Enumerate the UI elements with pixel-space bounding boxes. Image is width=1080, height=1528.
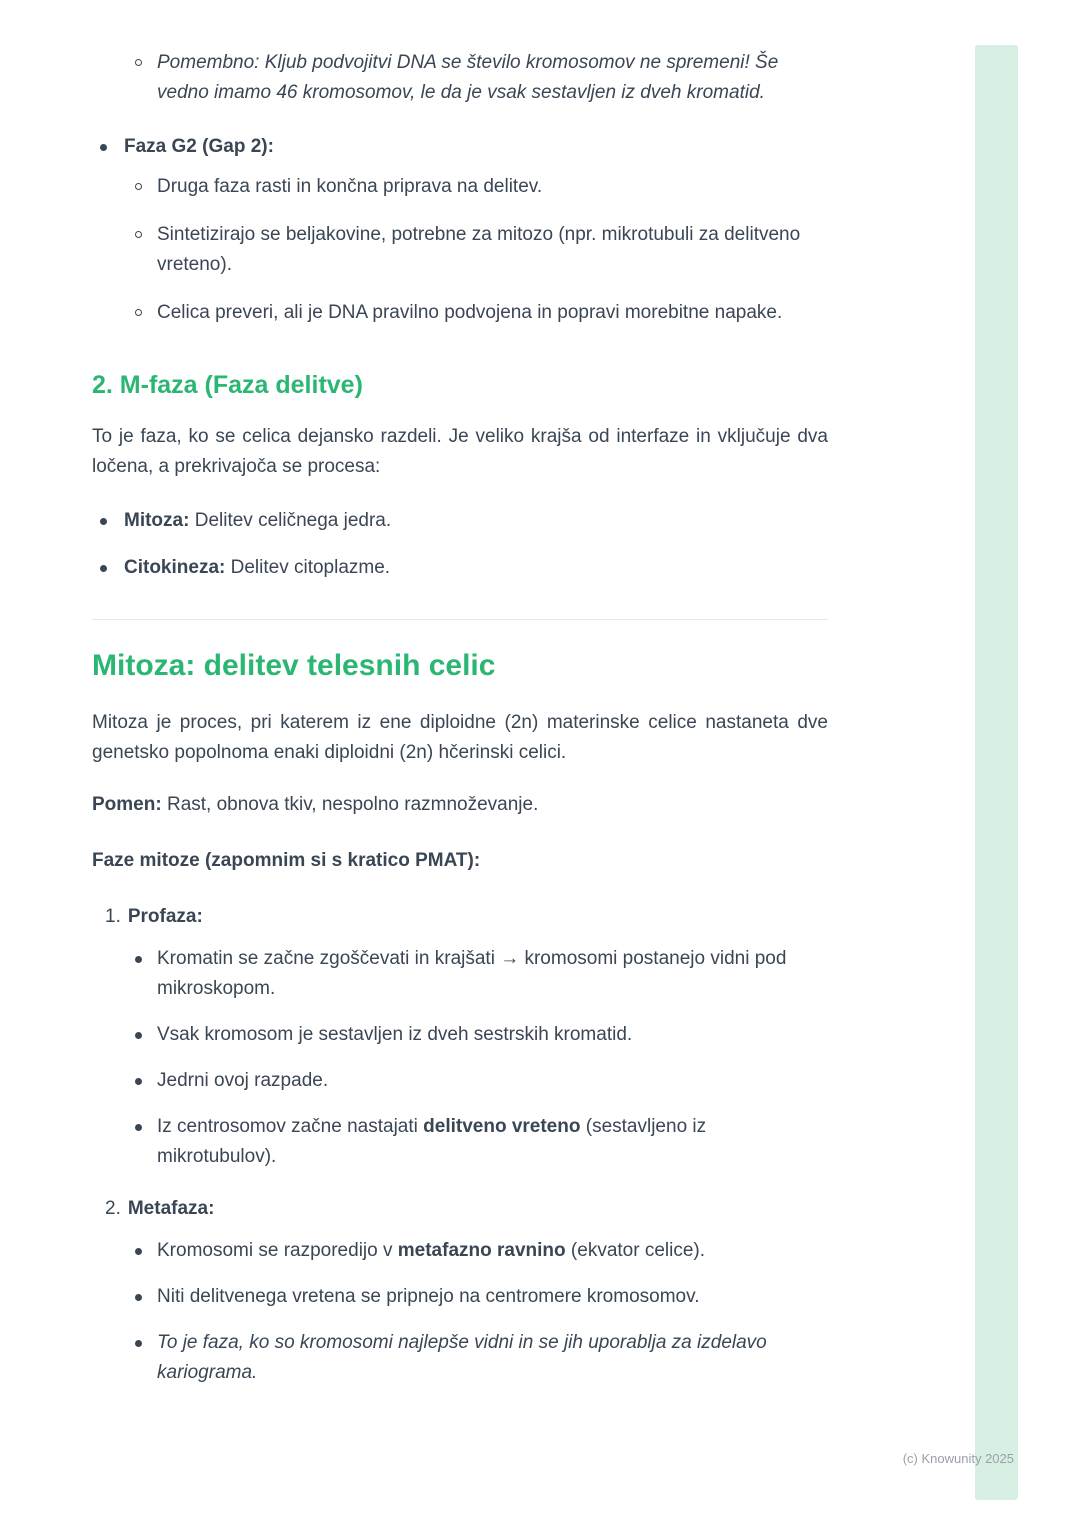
step-bullet-text: To je faza, ko so kromosomi najlepše vidni in se jih uporablja za izdelavo kariograma.: [157, 1332, 767, 1383]
bullet-icon: [135, 1032, 142, 1039]
paragraph-pomen: [92, 790, 828, 820]
list-item: [92, 172, 828, 202]
step-bullet-text: Niti delitvenega vretena se pripnejo na centromere kromosomov.: [157, 1286, 700, 1307]
step-bullet-text: Jedrni ovoj razpade.: [157, 1070, 329, 1091]
step-label: Metafaza:: [127, 1198, 215, 1219]
g2-label: Faza G2 (Gap 2):: [124, 136, 274, 157]
circle-bullet-icon: [135, 59, 142, 66]
term-text: Delitev citoplazme.: [225, 557, 391, 578]
paragraph-faze-label: Faze mitoze (zapomnim si s kratico PMAT):: [92, 850, 481, 871]
step-bullet-text: (ekvator celice).: [565, 1240, 706, 1261]
bullet-icon: [135, 1294, 142, 1301]
g2-item-text: Druga faza rasti in končna priprava na delitev.: [157, 176, 543, 197]
step-metafaza: [92, 1194, 828, 1224]
list-item-citokineza: [92, 553, 828, 583]
g2-item-text: Sintetizirajo se beljakovine, potrebne za mitozo (npr. mikrotubuli za delitveno vreteno).: [157, 224, 801, 275]
step-bullet-text: Kromosomi se razporedijo v: [157, 1240, 398, 1261]
step-bullet-bold: delitveno vreteno: [423, 1116, 581, 1137]
list-item-mitoza: [92, 506, 828, 536]
circle-bullet-icon: [135, 231, 142, 238]
section-divider: [92, 619, 828, 620]
bullet-icon: [100, 144, 107, 151]
g2-item-text: Celica preveri, ali je DNA pravilno podvojena in popravi morebitne napake.: [157, 302, 783, 323]
bullet-icon: [135, 1248, 142, 1255]
note-text: Pomembno: Kljub podvojitvi DNA se število kromosomov ne spremeni! Še vedno imamo 46 kromosomov, le da je vsak sestavljen iz dveh kromatid.: [157, 52, 779, 103]
pomen-text: Rast, obnova tkiv, nespolno razmnoževanje.: [161, 794, 539, 815]
bullet-icon: [135, 1078, 142, 1085]
list-item: [92, 1066, 828, 1096]
list-item: [92, 1282, 828, 1312]
accent-stripe: [975, 45, 1018, 1500]
list-item: [92, 298, 828, 328]
step-number: 1.: [105, 906, 121, 927]
step-number: 2.: [105, 1198, 121, 1219]
bullet-icon: [100, 565, 107, 572]
paragraph-mfaza-intro: To je faza, ko se celica dejansko razdeli. Je veliko krajša od interfaze in vključuje dva ločena, a prekrivajoča se procesa:: [92, 426, 828, 477]
copyright-text: (c) Knowunity 2025: [902, 1451, 1014, 1466]
paragraph-mitoza-intro: Mitoza je proces, pri katerem iz ene diploidne (2n) materinske celice nastaneta dve genetsko popolnoma enaki diploidni (2n) hčerinski celici.: [92, 712, 828, 763]
list-item: [92, 1236, 828, 1266]
note-item: [92, 48, 828, 108]
document-page: [92, 0, 828, 1388]
step-label: Profaza:: [127, 906, 203, 927]
step-bullet-text: Iz centrosomov začne nastajati: [157, 1116, 424, 1137]
pomen-label: Pomen:: [92, 794, 162, 815]
step-profaza: [92, 902, 828, 932]
bullet-icon: [135, 1340, 142, 1347]
list-item: [92, 1020, 828, 1050]
step-bullet-text: Kromatin se začne zgoščevati in krajšati → kromosomi postanejo vidni pod mikroskopom.: [157, 948, 787, 999]
bullet-icon: [135, 1124, 142, 1131]
section-heading-mitoza: Mitoza: delitev telesnih celic: [92, 649, 496, 682]
step-bullet-bold: metafazno ravnino: [397, 1240, 566, 1261]
list-item-g2: [92, 132, 828, 162]
list-item: [92, 1328, 828, 1388]
term-label: Mitoza:: [124, 510, 190, 531]
bullet-icon: [100, 518, 107, 525]
circle-bullet-icon: [135, 183, 142, 190]
step-bullet-text: (sestavljeno iz mikrotubulov).: [157, 1116, 707, 1167]
bullet-icon: [135, 956, 142, 963]
list-item: [92, 1112, 828, 1172]
list-item: [92, 220, 828, 280]
step-bullet-text: Vsak kromosom je sestavljen iz dveh sestrskih kromatid.: [157, 1024, 633, 1045]
term-text: Delitev celičnega jedra.: [189, 510, 392, 531]
circle-bullet-icon: [135, 309, 142, 316]
term-label: Citokineza:: [124, 557, 226, 578]
list-item: [92, 944, 828, 1004]
section-heading-mfaza: 2. M-faza (Faza delitve): [92, 371, 363, 399]
